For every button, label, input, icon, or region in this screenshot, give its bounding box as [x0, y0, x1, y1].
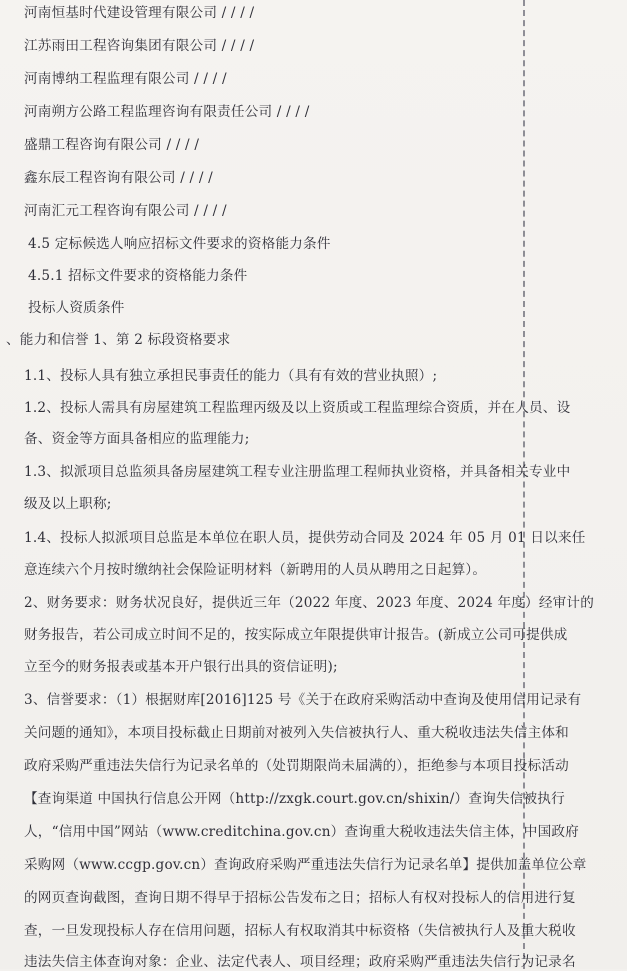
requirement-1-2-line-1: 1.2、投标人需具有房屋建筑工程监理丙级及以上资质或工程监理综合资质，并在人员、设 [24, 400, 571, 416]
credit-line-9: 违法失信主体查询对象：企业、法定代表人、项目经理；政府采购严重违法失信行为记录名 [24, 954, 576, 970]
credit-line-5: 人，“信用中国”网站（www.creditchina.gov.cn）查询重大税收违法失信主体，中国政府 [24, 824, 579, 840]
credit-line-6: 采购网（www.ccgp.gov.cn）查询政府采购严重违法失信行为记录名单】提供加盖单位公章 [24, 857, 587, 873]
requirement-1-3-line-2: 级及以上职称; [24, 496, 112, 512]
credit-line-2: 关问题的通知》，本项目投标截止日期前对被列入失信被执行人、重大税收违法失信主体和 [24, 725, 569, 741]
company-line-1: 河南恒基时代建设管理有限公司 / / / / [24, 5, 255, 21]
credit-line-4: 【查询渠道 中国执行信息公开网（http://zxgk.court.gov.cn/shixin/）查询失信被执行 [24, 791, 565, 807]
subsection-title: 4.5.1 招标文件要求的资格能力条件 [28, 268, 248, 284]
qualification-title: 投标人资质条件 [28, 300, 125, 316]
requirement-1-4-line-2: 意连续六个月按时缴纳社会保险证明材料（新聘用的人员从聘用之日起算）。 [24, 562, 487, 578]
company-line-5: 盛鼎工程咨询有限公司 / / / / [24, 137, 200, 153]
company-line-3: 河南博纳工程监理有限公司 / / / / [24, 71, 227, 87]
credit-line-1: 3、信誉要求：（1）根据财库[2016]125 号《关于在政府采购活动中查询及使用信用记录有 [24, 692, 582, 708]
ability-title: 、能力和信誉 1、第 2 标段资格要求 [6, 332, 231, 348]
requirement-1-4-line-1: 1.4、投标人拟派项目总监是本单位在职人员，提供劳动合同及 2024 年 05 月 01 日以来任 [24, 530, 586, 546]
company-line-2: 江苏雨田工程咨询集团有限公司 / / / / [24, 38, 255, 54]
company-line-7: 河南汇元工程咨询有限公司 / / / / [24, 203, 227, 219]
section-title: 4.5 定标候选人响应招标文件要求的资格能力条件 [28, 236, 331, 252]
credit-line-3: 政府采购严重违法失信行为记录名单的（处罚期限尚未届满的），拒绝参与本项目投标活动 [24, 758, 569, 774]
finance-line-3: 立至今的财务报表或基本开户银行出具的资信证明); [24, 659, 338, 675]
company-line-4: 河南朔方公路工程监理咨询有限责任公司 / / / / [24, 104, 310, 120]
finance-line-2: 财务报告，若公司成立时间不足的，按实际成立年限提供审计报告。(新成立公司可提供成 [24, 627, 568, 643]
requirement-1-3-line-1: 1.3、拟派项目总监须具备房屋建筑工程专业注册监理工程师执业资格，并具备相关专业中 [24, 464, 571, 480]
company-line-6: 鑫东辰工程咨询有限公司 / / / / [24, 170, 213, 186]
requirement-1-1: 1.1、投标人具有独立承担民事责任的能力（具有有效的营业执照）; [24, 368, 438, 384]
credit-line-7: 的网页查询截图，查询日期不得早于招标公告发布之日；招标人有权对投标人的信用进行复 [24, 890, 576, 906]
finance-line-1: 2、财务要求：财务状况良好，提供近三年（2022 年度、2023 年度、2024 年度）经审计的 [24, 595, 594, 611]
credit-line-8: 查，一旦发现投标人存在信用问题，招标人有权取消其中标资格（失信被执行人及重大税收 [24, 923, 576, 939]
requirement-1-2-line-2: 备、资金等方面具备相应的监理能力; [24, 431, 250, 447]
